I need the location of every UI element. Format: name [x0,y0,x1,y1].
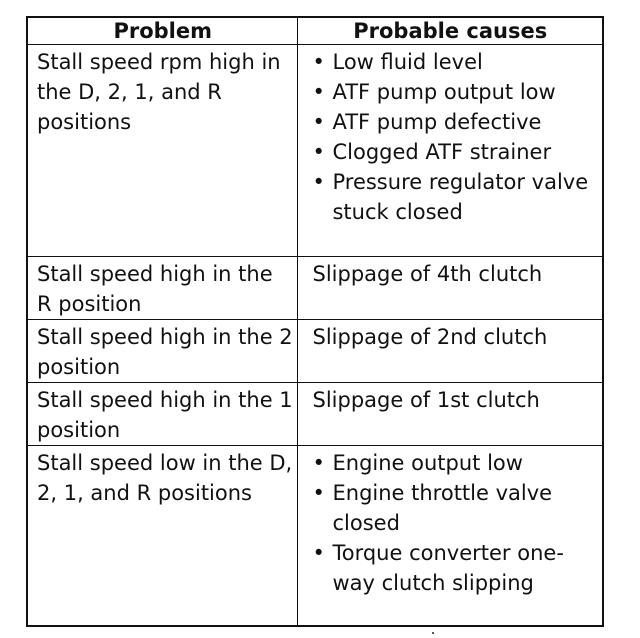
problem-cell: Stall speed high in the 2 position [27,320,298,383]
cause-list [312,47,596,227]
problem-cell: Stall speed rpm high in the D, 2, 1, and R positions [27,45,298,257]
cause-cell: Slippage of 2nd clutch [298,320,603,383]
problem-cell: Stall speed low in the D, 2, 1, and R positions [27,446,298,626]
problem-cell: Stall speed high in the 1 position [27,383,298,446]
cause-item: • Pressure regulator valve stuck closed [312,167,596,227]
stray-dot [432,632,434,634]
bullet-icon: • [312,481,325,505]
table-row [27,383,603,446]
troubleshooting-table [26,16,604,627]
bullet-icon: • [312,110,325,134]
causes-cell [298,446,603,626]
bullet-icon: • [312,80,325,104]
problem-cell: Stall speed high in the R position [27,257,298,320]
bullet-icon: • [312,541,325,565]
causes-column-header: Probable causes [298,17,603,45]
bullet-icon: • [312,140,325,164]
header-row [27,17,603,45]
cause-cell: Slippage of 4th clutch [298,257,603,320]
bullet-icon: • [312,170,325,194]
causes-cell [298,45,603,257]
cause-list [312,448,596,598]
problem-column-header: Problem [27,17,298,45]
cause-item: • Low fluid level [312,47,596,77]
bullet-icon: • [312,50,325,74]
cause-item: • ATF pump defective [312,107,596,137]
table-row [27,446,603,626]
cause-cell: Slippage of 1st clutch [298,383,603,446]
cause-item: • ATF pump output low [312,77,596,107]
cause-item: • Engine output low [312,448,596,478]
table-row [27,320,603,383]
cause-item: • Engine throttle valve closed [312,478,596,538]
table-row [27,257,603,320]
table-row [27,45,603,257]
bullet-icon: • [312,451,325,475]
cause-item: • Torque converter one-way clutch slipping [312,538,596,598]
cause-item: • Clogged ATF strainer [312,137,596,167]
